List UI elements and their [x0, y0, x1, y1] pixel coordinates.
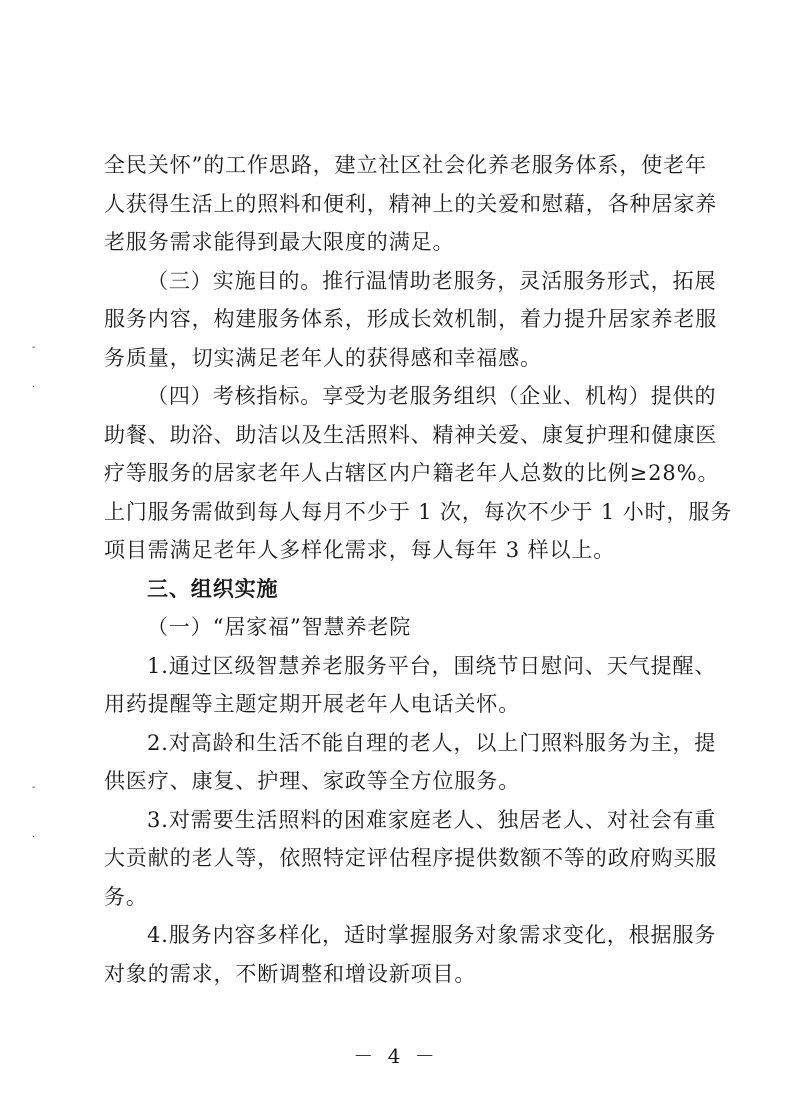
paragraph-line: 上门服务需做到每人每月不少于 1 次，每次不少于 1 小时，服务 — [104, 499, 733, 524]
paragraph-line: 人获得生活上的照料和便利，精神上的关爱和慰藉，各种居家养 — [104, 191, 718, 216]
paragraph-line: 项目需满足老年人多样化需求，每人每年 3 样以上。 — [104, 538, 616, 562]
paragraph-line: 疗等服务的居家老年人占辖区内户籍老年人总数的比例≥28%。 — [104, 461, 720, 485]
binding-hole-mark: - — [32, 342, 36, 353]
binding-hole-mark: · — [32, 382, 36, 393]
paragraph-line: 用药提醒等主题定期开展老年人电话关怀。 — [104, 692, 521, 716]
paragraph-line: 务。 — [104, 884, 148, 909]
paragraph-line: 供医疗、康复、护理、家政等全方位服务。 — [104, 769, 521, 793]
binding-hole-mark: - — [32, 782, 36, 793]
section-intro-line: （四）考核指标。享受为老服务组织（企业、机构）提供的 — [147, 384, 717, 408]
section-heading: 三、组织实施 — [147, 575, 279, 601]
subsection-heading: （一）“居家福”智慧养老院 — [147, 615, 412, 639]
list-item-line: 2.对高龄和生活不能自理的老人，以上门照料服务为主，提 — [147, 730, 717, 755]
list-item-line: 3.对需要生活照料的困难家庭老人、独居老人、对社会有重 — [147, 807, 717, 832]
list-item-line: 4.服务内容多样化，适时掌握服务对象需求变化，根据服务 — [147, 923, 717, 947]
paragraph-line: 务质量，切实满足老年人的获得感和幸福感。 — [104, 345, 542, 370]
paragraph-line: 服务内容，构建服务体系，形成长效机制，着力提升居家养老服 — [104, 307, 718, 331]
section-intro-line: （三）实施目的。推行温情助老服务，灵活服务形式，拓展 — [147, 268, 717, 293]
page-number: － 4 － — [353, 1044, 439, 1068]
paragraph-line: 助餐、助浴、助洁以及生活照料、精神关爱、康复护理和健康医 — [104, 422, 718, 447]
paragraph-line: 老服务需求能得到最大限度的满足。 — [104, 230, 455, 254]
list-item-line: 1.通过区级智慧养老服务平台，围绕节日慰问、天气提醒、 — [147, 653, 717, 678]
paragraph-line: 大贡献的老人等，依照特定评估程序提供数额不等的政府购买服 — [104, 846, 718, 870]
paragraph-line: 全民关怀”的工作思路，建立社区社会化养老服务体系，使老年 — [104, 153, 707, 177]
paragraph-line: 对象的需求，不断调整和增设新项目。 — [104, 961, 477, 986]
binding-hole-mark: · — [32, 832, 36, 843]
